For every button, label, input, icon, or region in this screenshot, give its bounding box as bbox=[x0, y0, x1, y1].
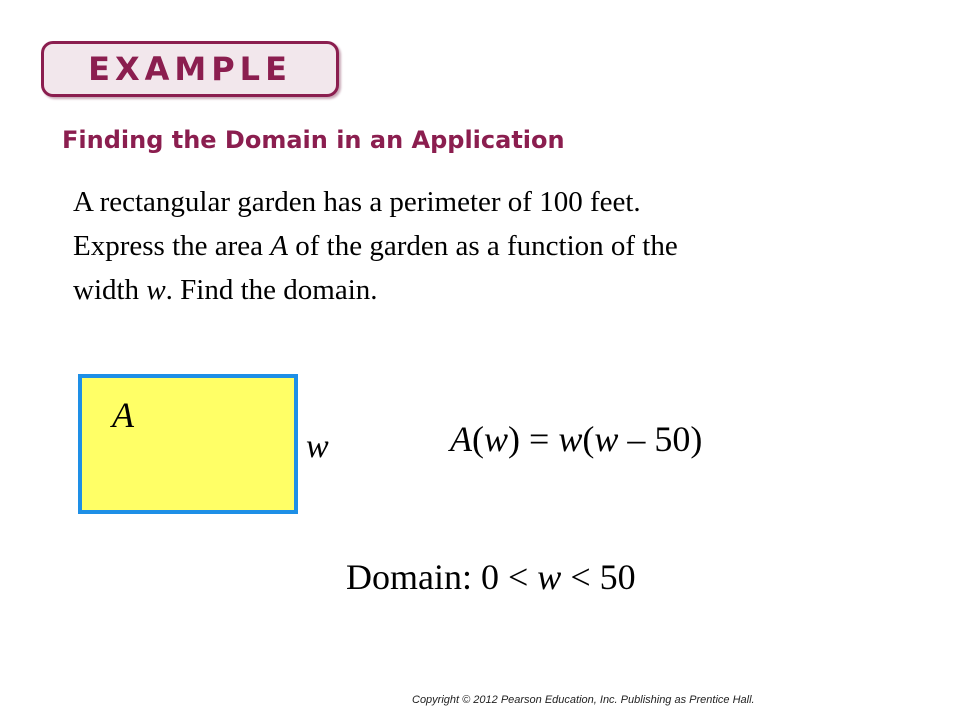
variable-width: w bbox=[146, 274, 166, 306]
problem-text: width bbox=[73, 274, 147, 306]
problem-line-1: A rectangular garden has a perimeter of 100 feet. bbox=[73, 186, 641, 218]
domain-prefix: Domain: 0 < bbox=[346, 557, 538, 597]
section-title: Finding the Domain in an Application bbox=[62, 126, 565, 154]
problem-text: of the garden as a function of the bbox=[287, 230, 678, 262]
eq-part: ( bbox=[582, 419, 595, 459]
eq-part: A bbox=[450, 419, 472, 459]
garden-area-label: A bbox=[112, 395, 134, 435]
eq-part: ) = bbox=[508, 419, 559, 459]
copyright-notice: Copyright © 2012 Pearson Education, Inc. Publishing as Prentice Hall. bbox=[412, 694, 755, 706]
domain-statement bbox=[346, 556, 636, 598]
eq-part: w bbox=[594, 419, 619, 459]
eq-part: w bbox=[484, 419, 509, 459]
problem-text: Express the area bbox=[73, 230, 271, 262]
problem-statement bbox=[73, 180, 873, 312]
garden-rectangle bbox=[78, 374, 298, 514]
example-badge-label: EXAMPLE bbox=[88, 50, 292, 88]
domain-suffix: < 50 bbox=[561, 557, 636, 597]
problem-line-3 bbox=[73, 268, 873, 312]
eq-part: ( bbox=[472, 419, 484, 459]
variable-area: A bbox=[270, 230, 288, 262]
area-function-equation bbox=[450, 418, 702, 460]
problem-text: . Find the domain. bbox=[165, 274, 378, 306]
domain-variable: w bbox=[537, 557, 562, 597]
garden-width-label: w bbox=[306, 428, 329, 465]
eq-part: – 50) bbox=[618, 419, 703, 459]
eq-part: w bbox=[558, 419, 583, 459]
example-badge bbox=[41, 41, 339, 97]
problem-line-2 bbox=[73, 224, 873, 268]
